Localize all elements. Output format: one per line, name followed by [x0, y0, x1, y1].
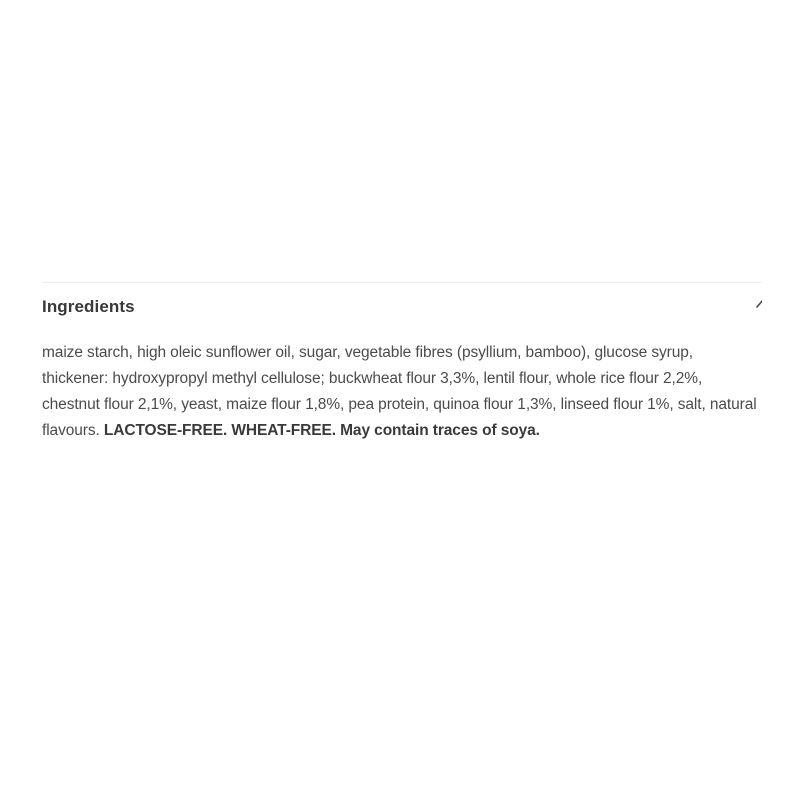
ingredients-accordion-header[interactable]: [42, 283, 762, 318]
ingredients-accordion-panel: [42, 340, 762, 444]
ingredients-text-regular: maize starch, high oleic sunflower oil, sugar, vegetable fibres (psyllium, bamboo), glucose syrup, thickener: hydroxypropyl methyl cellulose; buckwheat flour 3,3%, lentil flour, whole rice flour 2,2%, chestnut flour 2,1%, yeast, maize flour 1,8%, pea protein, quinoa flour 1,3%, linseed flour 1%, salt, natural flavours.: [42, 344, 757, 439]
product-page: [0, 282, 800, 444]
allergen-statement: LACTOSE-FREE. WHEAT-FREE. May contain traces of soya.: [103, 422, 540, 439]
ingredients-text: [42, 340, 762, 444]
ingredients-accordion: [42, 282, 762, 444]
chevron-up-icon[interactable]: [755, 297, 762, 311]
ingredients-section-title: Ingredients: [42, 297, 135, 316]
